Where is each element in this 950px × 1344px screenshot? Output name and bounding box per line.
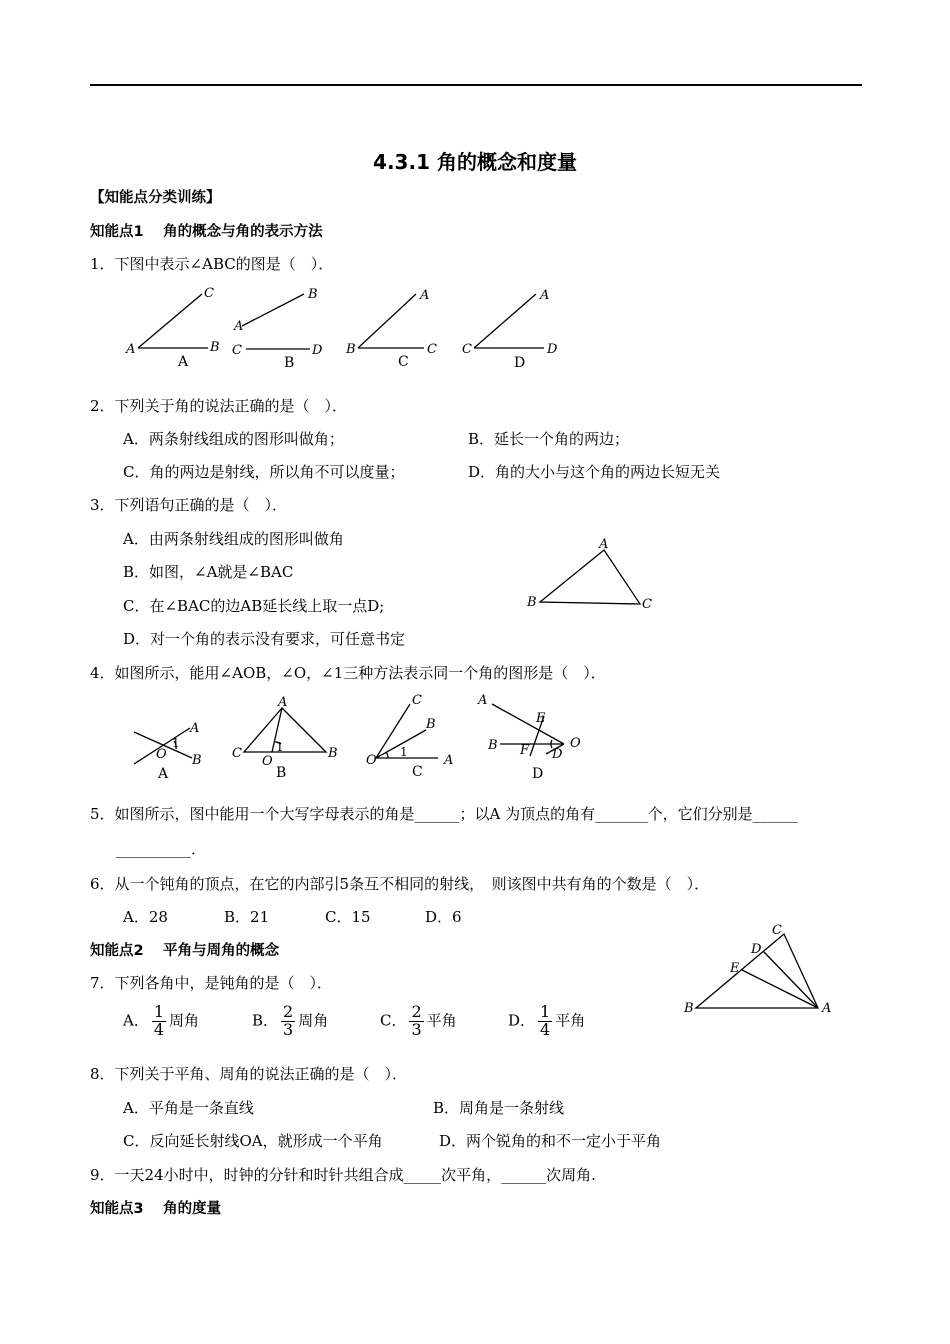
q2-option-b: B．延长一个角的两边； xyxy=(468,430,630,448)
q1c-caption: C xyxy=(398,354,409,370)
q1-figure-a xyxy=(125,286,220,370)
q4b-caption: B xyxy=(276,765,287,781)
q4c-caption: C xyxy=(412,764,423,780)
q1c-label-a: A xyxy=(420,288,430,303)
q2-option-c: C．角的两边是射线，所以角不可以度量； xyxy=(123,463,405,481)
q1-figure-d xyxy=(462,288,558,371)
q6-option-c: C．15 xyxy=(325,908,371,926)
q7b-unit: 周角 xyxy=(298,1011,329,1030)
question-5: 5．如图所示，图中能用一个大写字母表示的角是______；以A 为顶点的角有_______个，它们分别是______ xyxy=(90,805,798,823)
q1c-label-c: C xyxy=(427,342,437,357)
q4a-label-o: O xyxy=(156,747,167,762)
q4d-label-f: F xyxy=(520,743,530,758)
question-4: 4．如图所示，能用∠AOB，∠O，∠1三种方法表示同一个角的图形是（ ）． xyxy=(90,664,606,682)
q6-label-c: C xyxy=(772,923,782,938)
q7b-fraction: $\frac{2}{3}$ xyxy=(283,1002,294,1039)
q1a-label-a: A xyxy=(126,342,136,357)
q4c-label-o: O xyxy=(366,753,377,768)
q7b-prefix: B． xyxy=(252,1011,279,1030)
page-title: 4.3.1 角的概念和度量 xyxy=(373,150,577,174)
q3-triangle-figure xyxy=(520,536,660,616)
question-2: 2．下列关于角的说法正确的是（ ）． xyxy=(90,397,348,415)
q4a-label-1: 1 xyxy=(172,736,180,750)
question-6: 6．从一个钝角的顶点，在它的内部引5条互不相同的射线， 则该图中共有角的个数是（ ）． xyxy=(90,875,710,893)
q4d-label-a: A xyxy=(478,693,488,708)
q8-option-d: D．两个锐角的和不一定小于平角 xyxy=(439,1132,662,1150)
q3-option-b: B．如图，∠A就是∠BAC xyxy=(123,563,294,581)
q7a-fraction: $\frac{1}{4}$ xyxy=(153,1002,165,1039)
q4-figure-a xyxy=(134,721,202,782)
q8-option-c: C．反向延长射线OA，就形成一个平角 xyxy=(123,1132,383,1150)
q7-option-b xyxy=(252,1004,328,1039)
q7d-prefix: D． xyxy=(508,1011,536,1030)
q3-label-c: C xyxy=(642,597,652,612)
q1d-label-a: A xyxy=(540,288,550,303)
q1a-label-c: C xyxy=(204,286,214,301)
q7a-unit: 周角 xyxy=(169,1011,200,1030)
q7-option-d xyxy=(508,1004,585,1039)
q7c-fraction: $\frac{2}{3}$ xyxy=(411,1002,422,1039)
q1c-label-b: B xyxy=(346,342,356,357)
q7c-unit: 平角 xyxy=(426,1011,457,1030)
q6-rays-figure xyxy=(680,924,840,1024)
q8-option-a: A．平角是一条直线 xyxy=(123,1099,254,1117)
q6-option-b: B．21 xyxy=(224,908,270,926)
knowledge-point-3-heading: 知能点3 角的度量 xyxy=(90,1201,222,1217)
q1d-label-d: D xyxy=(547,342,558,357)
q1b-caption: B xyxy=(284,355,295,371)
q4d-caption: D xyxy=(532,766,544,782)
q3-label-b: B xyxy=(527,595,537,610)
q2-option-d: D．角的大小与这个角的两边长短无关 xyxy=(468,463,721,481)
q6-label-e: E xyxy=(730,961,740,976)
q4a-label-a: A xyxy=(190,721,200,736)
question-1: 1．下图中表示∠ABC的图是（ ）． xyxy=(90,255,334,273)
q3-option-a: A．由两条射线组成的图形叫做角 xyxy=(123,530,344,548)
q4-figure-c xyxy=(366,693,453,780)
q1d-label-c: C xyxy=(462,342,472,357)
q7c-prefix: C． xyxy=(380,1011,407,1030)
q6-label-a: A xyxy=(822,1001,832,1016)
section-header: 【知能点分类训练】 xyxy=(90,190,221,206)
q4c-label-1: 1 xyxy=(400,745,408,759)
q1-figure-b xyxy=(232,287,323,371)
q6-option-d: D．6 xyxy=(425,908,462,926)
q1d-caption: D xyxy=(514,355,526,371)
q4d-label-d: D xyxy=(552,747,563,762)
q4-figures xyxy=(120,690,600,786)
knowledge-point-1-heading: 知能点1 角的概念与角的表示方法 xyxy=(90,224,323,240)
q1b-label-d: D xyxy=(312,343,323,358)
q4b-label-b: B xyxy=(328,746,338,761)
q8-option-b: B．周角是一条射线 xyxy=(433,1099,565,1117)
q6-label-b: B xyxy=(684,1001,694,1016)
q1b-label-a: A xyxy=(234,319,244,334)
q4c-label-c: C xyxy=(412,693,422,708)
q7-option-a xyxy=(123,1004,199,1039)
q4-figure-d xyxy=(477,693,581,782)
q4c-label-a: A xyxy=(444,753,454,768)
q1b-label-c: C xyxy=(232,343,242,358)
q4c-label-b: B xyxy=(426,717,436,732)
q4b-label-1: 1 xyxy=(276,740,284,754)
q7a-prefix: A． xyxy=(123,1011,149,1030)
q4a-label-b: B xyxy=(192,753,202,768)
question-9: 9．一天24小时中，时钟的分针和时针共组合成_____次平角，______次周角. xyxy=(90,1166,596,1184)
q3-option-d: D．对一个角的表示没有要求，可任意书定 xyxy=(123,630,406,648)
q2-option-a: A．两条射线组成的图形叫做角； xyxy=(123,430,344,448)
question-5-continued: __________． xyxy=(116,840,207,858)
q4d-label-b: B xyxy=(488,738,498,753)
knowledge-point-2-heading: 知能点2 平角与周角的概念 xyxy=(90,943,280,959)
q4b-label-a: A xyxy=(278,695,288,710)
q3-option-c: C．在∠BAC的边AB延长线上取一点D; xyxy=(123,597,385,615)
q4d-label-o: O xyxy=(570,736,581,751)
question-8: 8．下列关于平角、周角的说法正确的是（ ）． xyxy=(90,1065,408,1083)
q4a-caption: A xyxy=(158,766,169,782)
q4b-label-c: C xyxy=(232,746,242,761)
q4b-label-o: O xyxy=(262,754,273,769)
q6-label-d: D xyxy=(751,942,762,957)
question-3: 3．下列语句正确的是（ ）． xyxy=(90,496,288,514)
question-7: 7．下列各角中，是钝角的是（ ）． xyxy=(90,974,333,992)
q4d-label-e: E xyxy=(536,711,546,726)
q7-option-c xyxy=(380,1004,457,1039)
q1a-label-b: B xyxy=(210,340,220,355)
header-rule xyxy=(90,84,862,86)
q3-label-a: A xyxy=(599,537,609,552)
q1-figures xyxy=(120,282,570,374)
q7d-fraction: $\frac{1}{4}$ xyxy=(540,1002,551,1039)
q1-figure-c xyxy=(345,288,437,370)
q7d-unit: 平角 xyxy=(555,1011,586,1030)
q4-figure-b xyxy=(232,695,338,781)
q6-option-a: A．28 xyxy=(123,908,168,926)
q1b-label-b: B xyxy=(308,287,318,302)
q1a-caption: A xyxy=(178,354,189,370)
